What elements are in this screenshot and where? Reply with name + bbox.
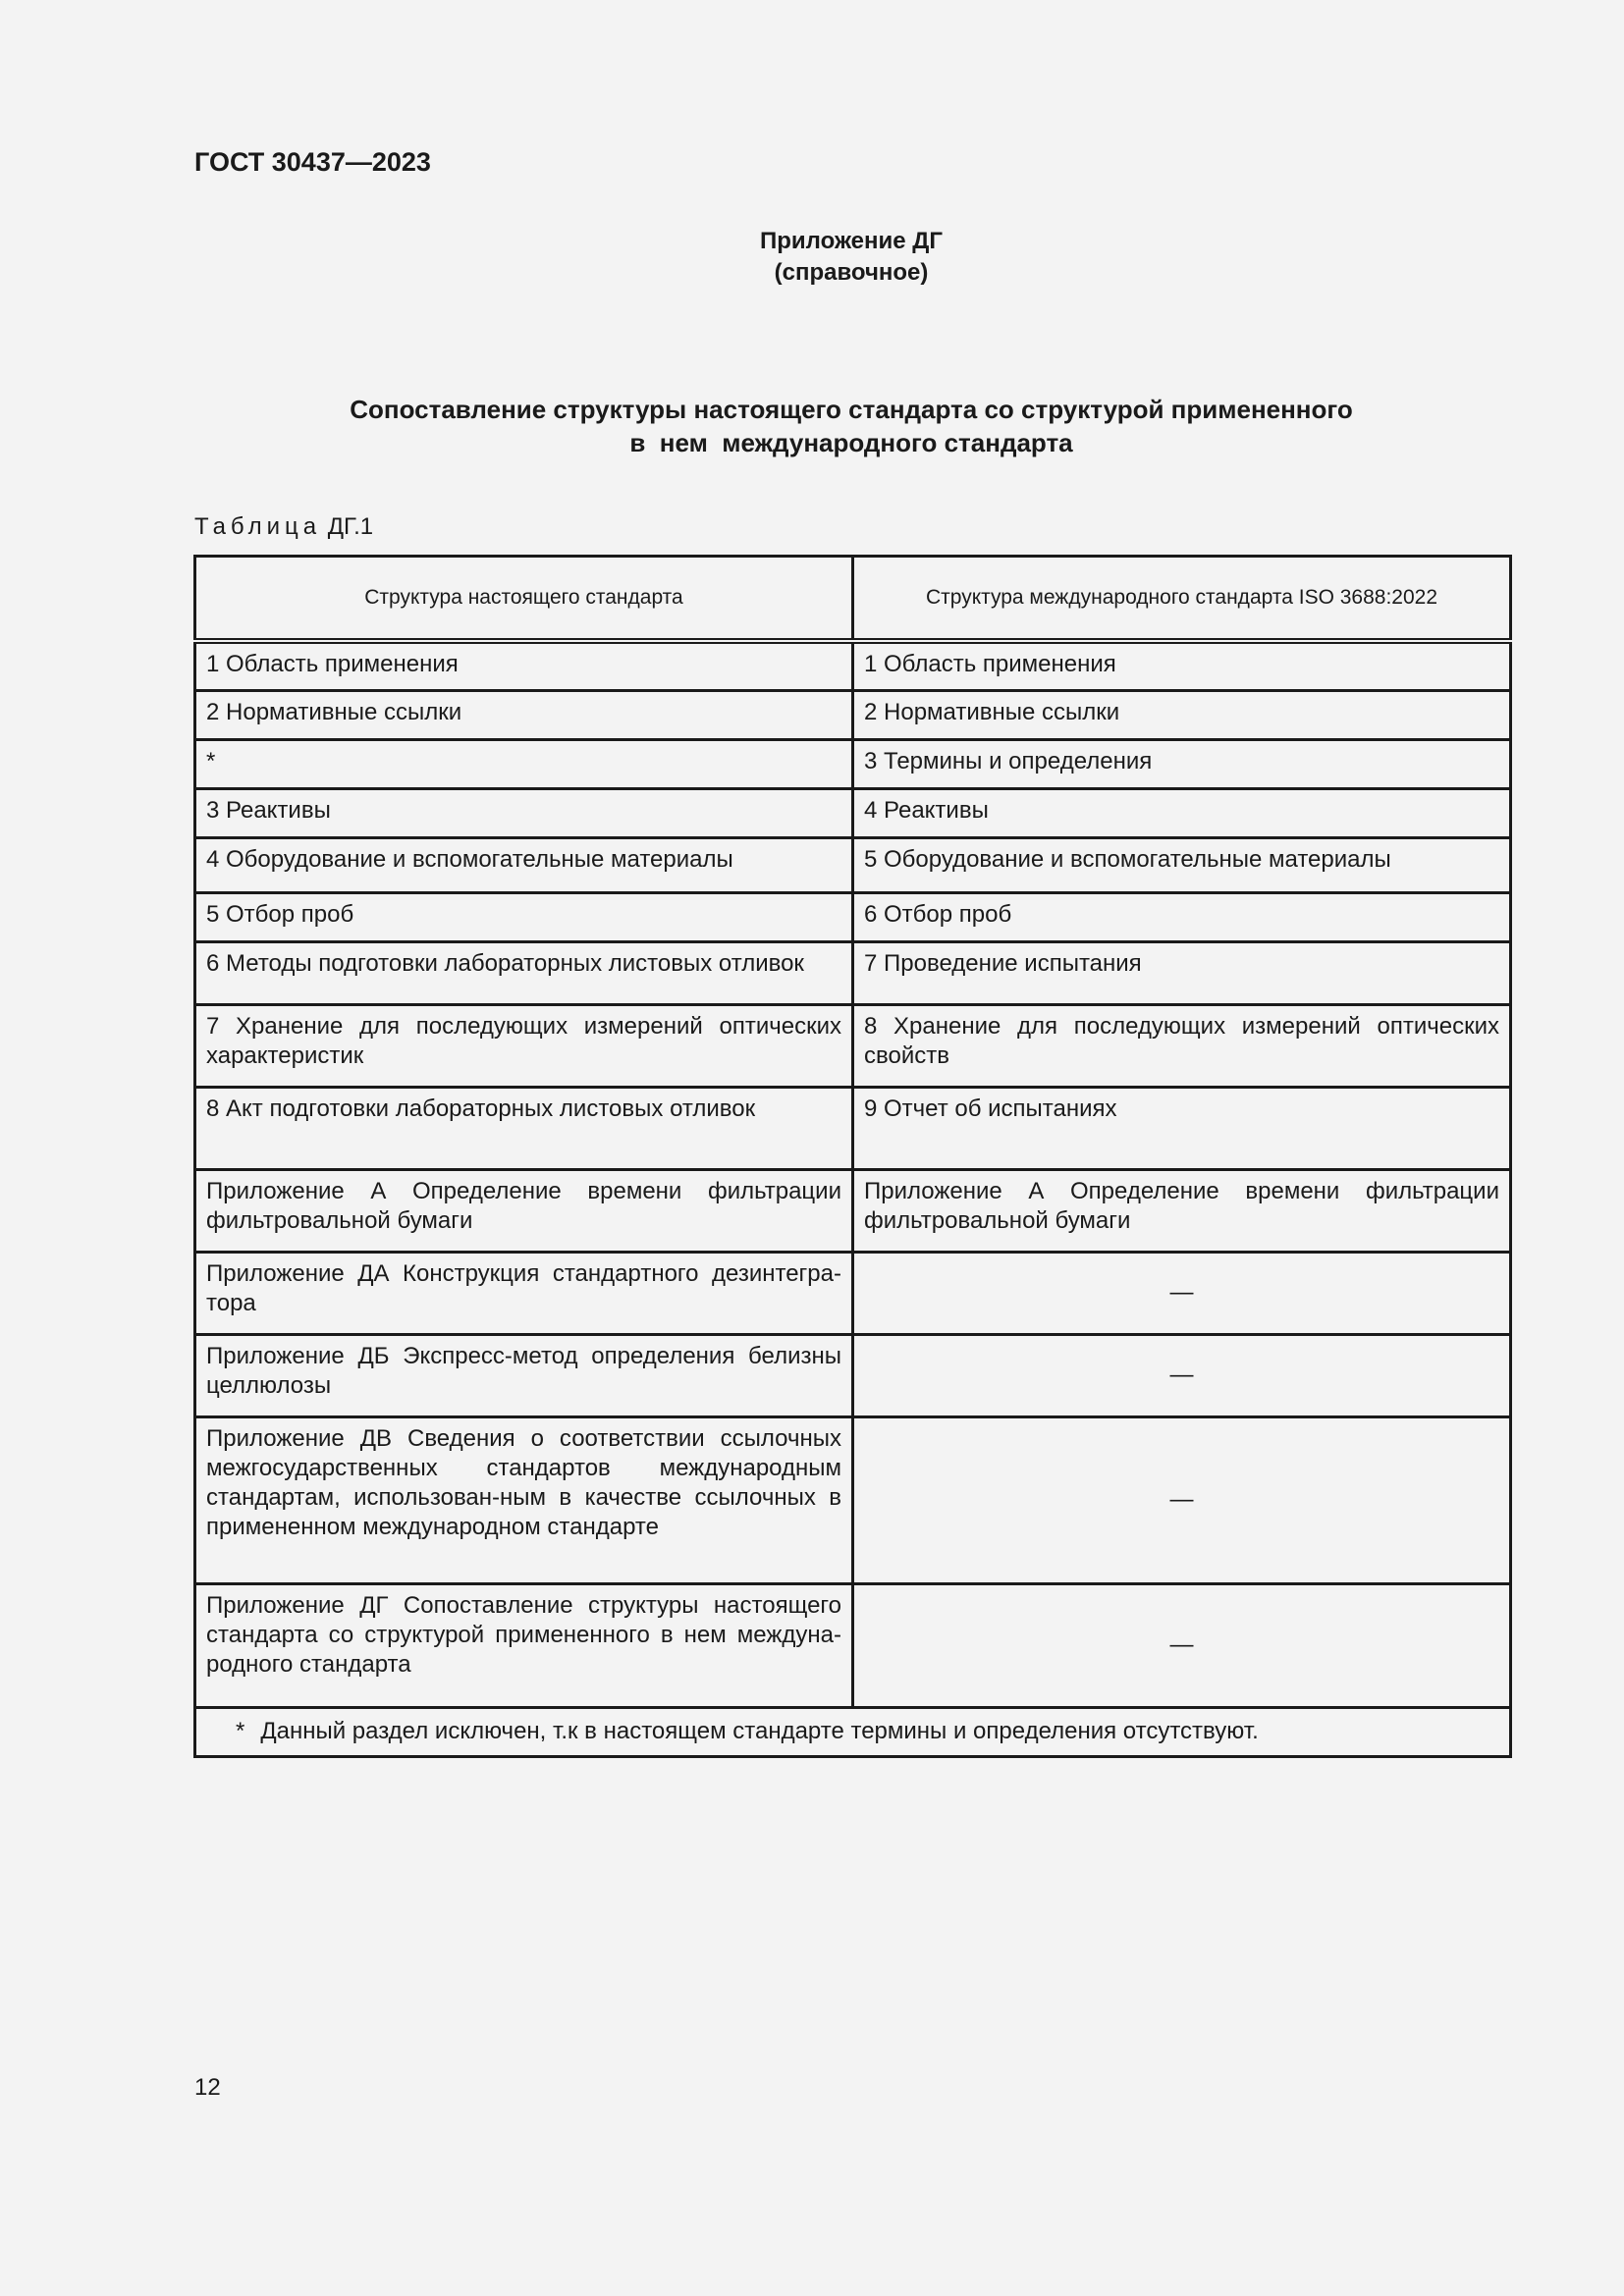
footnote-mark: * — [236, 1718, 245, 1744]
table-row — [195, 1416, 1511, 1583]
appendix-name: Приложение ДГ — [760, 228, 943, 254]
cell-international: — — [853, 1252, 1511, 1334]
table-footnote — [195, 1707, 1511, 1756]
table-caption-number: ДГ.1 — [327, 513, 374, 540]
cell-this-standard: Приложение ДГ Сопоставление структуры настоящего стандарта со структурой примененного в нем междуна-родного стандарта — [195, 1583, 853, 1707]
table-footnote-row — [195, 1707, 1511, 1756]
table-row — [195, 1334, 1511, 1416]
cell-international: 4 Реактивы — [853, 788, 1511, 837]
footnote-text: Данный раздел исключен, т.к в настоящем стандарте термины и определения отсутствуют. — [260, 1718, 1259, 1744]
table-row — [195, 837, 1511, 892]
table-row — [195, 788, 1511, 837]
table-row — [195, 690, 1511, 739]
cell-this-standard: Приложение ДБ Экспресс-метод определения белизны целлюлозы — [195, 1334, 853, 1416]
table-header-row — [195, 557, 1511, 642]
appendix-type: (справочное) — [774, 259, 929, 286]
cell-this-standard: 1 Область применения — [195, 641, 853, 690]
cell-this-standard: 3 Реактивы — [195, 788, 853, 837]
title-line-1: Сопоставление структуры настоящего стандарта со структурой примененного — [350, 395, 1353, 424]
cell-international: 5 Оборудование и вспомогательные материалы — [853, 837, 1511, 892]
cell-this-standard: * — [195, 739, 853, 788]
cell-international: 9 Отчет об испытаниях — [853, 1087, 1511, 1169]
cell-international: — — [853, 1583, 1511, 1707]
document-code: ГОСТ 30437—2023 — [194, 147, 431, 177]
cell-this-standard: Приложение ДВ Сведения о соответствии ссылочных межгосударственных стандартов международным стандартам, использован-ным в качестве ссылочных в примененном международном стандарте — [195, 1416, 853, 1583]
cell-this-standard: Приложение А Определение времени фильтрации фильтровальной бумаги — [195, 1169, 853, 1252]
cell-international: 7 Проведение испытания — [853, 941, 1511, 1004]
table-row — [195, 1169, 1511, 1252]
table-row — [195, 739, 1511, 788]
cell-international: 2 Нормативные ссылки — [853, 690, 1511, 739]
comparison-table — [193, 555, 1512, 1758]
cell-international: 8 Хранение для последующих измерений оптических свойств — [853, 1004, 1511, 1087]
cell-this-standard: 6 Методы подготовки лабораторных листовых отливок — [195, 941, 853, 1004]
cell-this-standard: 5 Отбор проб — [195, 892, 853, 941]
title-line-2: в нем международного стандарта — [629, 428, 1073, 457]
table-row — [195, 941, 1511, 1004]
cell-this-standard: 7 Хранение для последующих измерений оптических характеристик — [195, 1004, 853, 1087]
header-international-standard: Структура международного стандарта ISO 3688:2022 — [853, 557, 1511, 642]
cell-this-standard: 8 Акт подготовки лабораторных листовых отливок — [195, 1087, 853, 1169]
cell-this-standard: 4 Оборудование и вспомогательные материалы — [195, 837, 853, 892]
table-row — [195, 892, 1511, 941]
document-title — [194, 393, 1508, 459]
table-row — [195, 1004, 1511, 1087]
table-row — [195, 1087, 1511, 1169]
appendix-heading — [194, 226, 1508, 289]
table-row — [195, 1252, 1511, 1334]
cell-this-standard: Приложение ДА Конструкция стандартного дезинтегра-тора — [195, 1252, 853, 1334]
table-row — [195, 641, 1511, 690]
cell-international: Приложение А Определение времени фильтрации фильтровальной бумаги — [853, 1169, 1511, 1252]
table-caption-prefix: Таблица — [194, 513, 322, 540]
structure-comparison-table — [193, 555, 1509, 1758]
table-caption — [194, 513, 373, 541]
header-this-standard: Структура настоящего стандарта — [195, 557, 853, 642]
cell-international: 3 Термины и определения — [853, 739, 1511, 788]
table-row — [195, 1583, 1511, 1707]
cell-international: 1 Область применения — [853, 641, 1511, 690]
cell-international: 6 Отбор проб — [853, 892, 1511, 941]
cell-international: — — [853, 1416, 1511, 1583]
cell-this-standard: 2 Нормативные ссылки — [195, 690, 853, 739]
cell-international: — — [853, 1334, 1511, 1416]
page-number: 12 — [194, 2074, 221, 2101]
